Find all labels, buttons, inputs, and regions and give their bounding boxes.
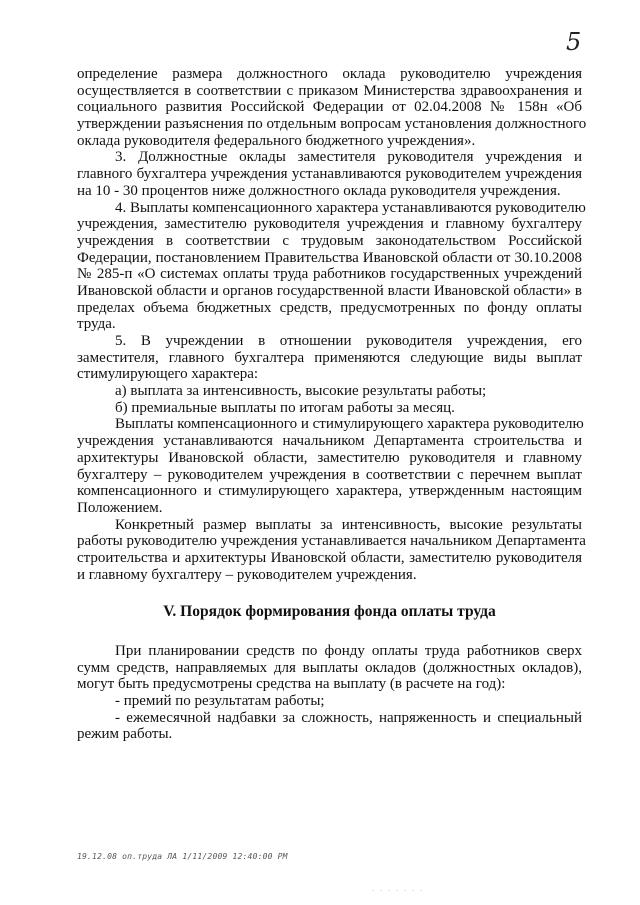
text-line: Положением. bbox=[77, 499, 163, 516]
text-line: учреждения, заместителю руководителя учреждения и главному бухгалтеру bbox=[77, 216, 582, 233]
text-line: бухгалтеру – руководителем учреждения в соответствии с перечнем выплат bbox=[77, 466, 582, 483]
text-line: б) премиальные выплаты по итогам работы за месяц. bbox=[115, 399, 455, 416]
text-line: учреждения устанавливаются начальником Департамента строительства и bbox=[77, 433, 582, 450]
text-line: Ивановской области и органов государственной власти Ивановской области» в bbox=[77, 282, 582, 299]
text-line: Конкретный размер выплаты за интенсивность, высокие результаты bbox=[115, 516, 582, 533]
text-line: сумм средств, направляемых для выплаты окладов (должностных окладов), bbox=[77, 659, 582, 676]
text-line: могут быть предусмотрены средства на выплату (в расчете на год): bbox=[77, 676, 506, 693]
text-line: режим работы. bbox=[77, 726, 173, 743]
text-line: стимулирующего характера: bbox=[77, 366, 259, 383]
body-text bbox=[77, 66, 587, 583]
text-line: учреждения в соответствии с трудовым законодательством Российской bbox=[77, 232, 582, 249]
text-line: на 10 - 30 процентов ниже должностного оклада руководителя учреждения. bbox=[77, 182, 561, 199]
text-line: оклада руководителя федерального бюджетного учреждения». bbox=[77, 132, 476, 149]
footer-stamp: 19.12.08 оп.труда ЛА 1/11/2009 12:40:00 PM bbox=[77, 852, 288, 861]
text-line: Федерации, постановлением Правительства Ивановской области от 30.10.2008 bbox=[77, 249, 582, 266]
text-line: осуществляется в соответствии с приказом Министерства здравоохранения и bbox=[77, 82, 582, 99]
text-line: - премий по результатам работы; bbox=[115, 693, 325, 710]
scan-artifact: . . . . . . . bbox=[372, 884, 424, 893]
page-number: 5 bbox=[566, 28, 582, 56]
text-line: определение размера должностного оклада руководителю учреждения bbox=[77, 66, 582, 82]
text-line: работы руководителю учреждения устанавливается начальником Департамента bbox=[77, 533, 586, 550]
text-line: утверждении разъяснения по отдельным вопросам установления должностного bbox=[77, 116, 587, 133]
text-line: компенсационного и стимулирующего характера, утвержденным настоящим bbox=[77, 483, 582, 500]
text-line: Выплаты компенсационного и стимулирующего характера руководителю bbox=[115, 416, 584, 433]
section-text bbox=[77, 643, 582, 743]
text-line: 4. Выплаты компенсационного характера устанавливаются руководителю bbox=[115, 199, 586, 216]
text-line: главного бухгалтера учреждения устанавливаются руководителем учреждения bbox=[77, 166, 582, 183]
text-line: 5. В учреждении в отношении руководителя учреждения, его bbox=[115, 333, 582, 349]
text-line: пределах объема бюджетных средств, предусмотренных по фонду оплаты bbox=[77, 299, 582, 316]
text-line: и главному бухгалтеру – руководителем учреждения. bbox=[77, 566, 417, 583]
text-line: - ежемесячной надбавки за сложность, напряженность и специальный bbox=[115, 709, 582, 726]
section-heading: V. Порядок формирования фонда оплаты труда bbox=[163, 603, 496, 620]
text-line: труда. bbox=[77, 316, 116, 333]
text-line: 3. Должностные оклады заместителя руководителя учреждения и bbox=[115, 149, 582, 166]
text-line: № 285-п «О системах оплаты труда работников государственных учреждений bbox=[77, 266, 582, 283]
text-line: социального развития Российской Федерации от 02.04.2008 № 158н «Об bbox=[77, 99, 582, 116]
text-line: архитектуры Ивановской области, заместителю руководителя и главному bbox=[77, 449, 582, 466]
text-line: а) выплата за интенсивность, высокие результаты работы; bbox=[115, 383, 487, 400]
text-line: При планировании средств по фонду оплаты труда работников сверх bbox=[115, 643, 582, 659]
text-line: заместителя, главного бухгалтера применяются следующие виды выплат bbox=[77, 349, 582, 366]
text-line: строительства и архитектуры Ивановской области, заместителю руководителя bbox=[77, 549, 582, 566]
